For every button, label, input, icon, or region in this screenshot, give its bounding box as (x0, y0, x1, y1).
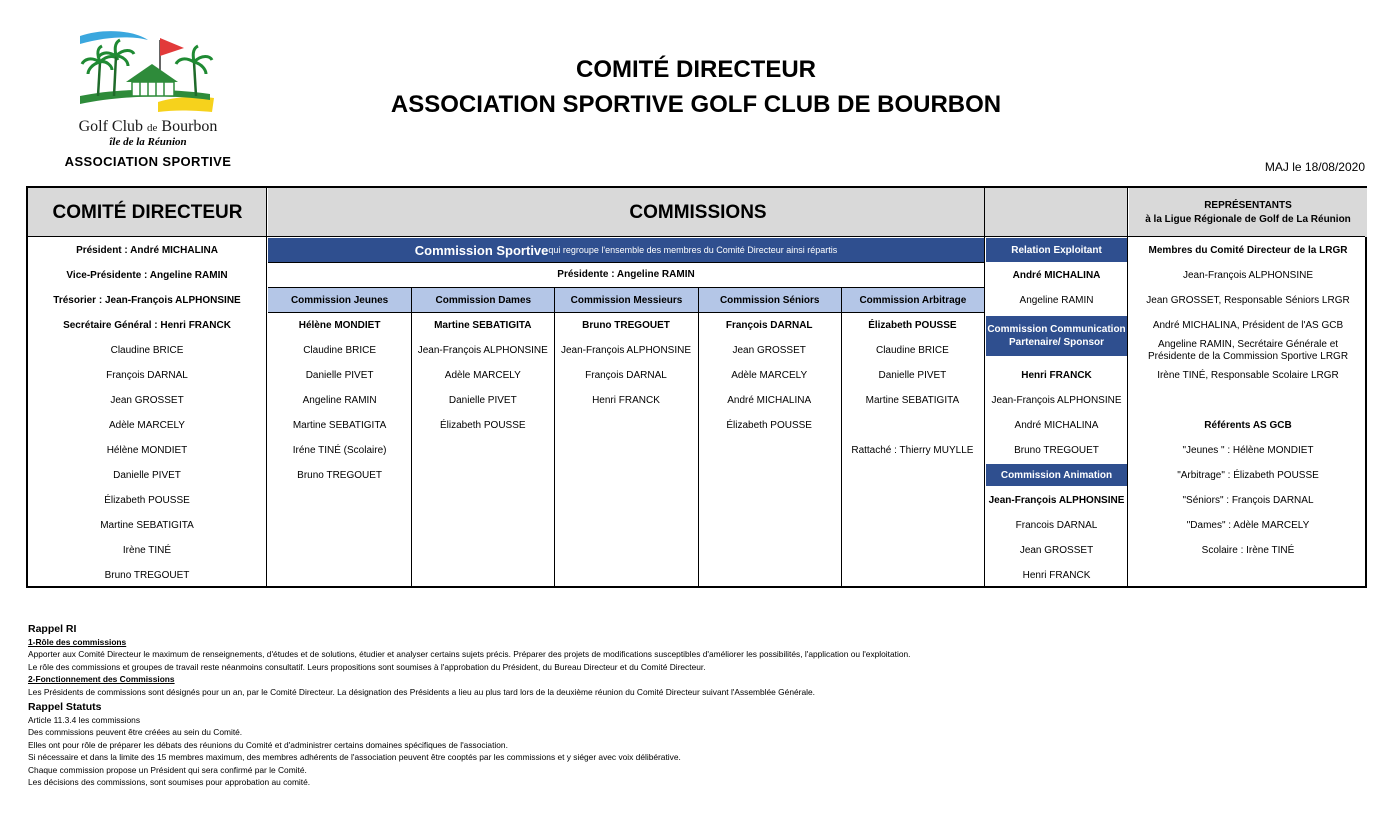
sub-commission-header: Commission Arbitrage (841, 288, 984, 312)
sportive-title: Commission Sportive (414, 242, 549, 258)
page-title (346, 52, 1046, 122)
sub-commission-member: Élizabeth POUSSE (726, 419, 812, 431)
comite-member: Hélène MONDIET (106, 444, 188, 456)
statuts-text-2: Elles ont pour rôle de préparer les débats des réunions du Comité et d'administrer certains domaines spécifiques de l'association. (28, 739, 508, 750)
comite-member: Jean GROSSET (110, 394, 184, 406)
role-heading: 1-Rôle des commissions (28, 637, 127, 647)
referent-item: "Arbitrage" : Élizabeth POUSSE (1177, 469, 1319, 481)
lrgr-member: Irène TINÉ, Responsable Scolaire LRGR (1157, 369, 1339, 381)
sub-commission-member: Bruno TREGOUET (582, 319, 670, 331)
palm-clubhouse-icon (78, 26, 218, 118)
lrgr-member: Jean GROSSET, Responsable Séniors LRGR (1146, 294, 1350, 306)
sub-commission-member: Claudine BRICE (875, 344, 949, 356)
referent-item: "Dames" : Adèle MARCELY (1186, 519, 1310, 531)
sub-commission-member: Angeline RAMIN (302, 394, 377, 406)
sub-commission-header: Commission Messieurs (554, 288, 697, 312)
referent-item: "Séniors" : François DARNAL (1182, 494, 1314, 506)
sub-commission-member: Hélène MONDIET (298, 319, 381, 331)
header-representants (1129, 188, 1367, 237)
sub-commission-member: Jean GROSSET (732, 344, 806, 356)
role-text-1: Apporter aux Comité Directeur le maximum de renseignements, d'études et de solutions, étudier et analyser certains sujets précis. Préparer des projets de modifications susceptibles d'améliorer les possibilités, l'application ou l'exploitation. (28, 649, 911, 660)
sub-commission-member: François DARNAL (725, 319, 813, 331)
rappel-ri-heading: Rappel RI (28, 623, 77, 635)
referent-item: "Jeunes " : Hélène MONDIET (1182, 444, 1314, 456)
communication-title-2: Partenaire/ Sponsor (1008, 337, 1105, 348)
statuts-text-5: Les décisions des commissions, sont soumises pour approbation au comité. (28, 777, 311, 788)
communication-header (986, 316, 1127, 356)
sub-commission-header: Commission Dames (411, 288, 554, 312)
role-text-2: Le rôle des commissions et groupes de travail reste néanmoins consultatif. Leurs propositions sont soumises à l'approbation du Président, du Bureau Directeur et du Comité Directeur. (28, 661, 706, 672)
sub-commission-member: Iréne TINÉ (Scolaire) (292, 444, 387, 456)
comite-member: Trésorier : Jean-François ALPHONSINE (53, 294, 241, 306)
relation-member: Angeline RAMIN (1019, 294, 1094, 306)
sub-commission-member: Danielle PIVET (305, 369, 374, 381)
representants-title: REPRÉSENTANTS (1204, 199, 1292, 211)
comite-member: Vice-Présidente : Angeline RAMIN (66, 269, 228, 281)
club-location: île de la Réunion (109, 136, 187, 148)
article-heading: Article 11.3.4 les commissions (28, 715, 141, 726)
animation-member: Jean-François ALPHONSINE (988, 494, 1125, 506)
update-date: MAJ le 18/08/2020 (1264, 160, 1365, 174)
comite-member: Claudine BRICE (110, 344, 184, 356)
comite-member: Secrétaire Général : Henri FRANCK (63, 319, 231, 331)
animation-header: Commission Animation (986, 464, 1127, 486)
communication-title-1: Commission Communication (987, 324, 1126, 335)
club-association: ASSOCIATION SPORTIVE (64, 154, 232, 169)
sub-commission-member: André MICHALINA (727, 394, 812, 406)
sub-commission-member: Adèle MARCELY (444, 369, 521, 381)
lrgr-member: Angeline RAMIN, Secrétaire Générale et Présidente de la Commission Sportive LRGR (1147, 338, 1349, 362)
fonctionnement-text: Les Présidents de commissions sont désignés pour un an, par le Comité Directeur. La désignation des Présidents a lieu au plus tard lors de la deuxième réunion du Comité Directeur suivant l'Assemblée Générale. (28, 686, 815, 697)
communication-member: Bruno TREGOUET (1014, 444, 1099, 456)
communication-member: Henri FRANCK (1021, 369, 1092, 381)
sub-commission-member: Henri FRANCK (592, 394, 660, 406)
sportive-band (268, 238, 984, 262)
club-name: Golf Club de Bourbon (78, 118, 218, 135)
title-line-1: COMITÉ DIRECTEUR (576, 56, 816, 83)
comite-member: Danielle PIVET (113, 469, 181, 481)
sub-commission-member: Martine SEBATIGITA (292, 419, 387, 431)
header-comite: COMITÉ DIRECTEUR (28, 188, 267, 237)
sub-commission-member: Bruno TREGOUET (297, 469, 383, 481)
sportive-subtitle: qui regroupe l'ensemble des membres du Comité Directeur ainsi répartis (548, 244, 838, 255)
comite-member: Président : André MICHALINA (76, 244, 218, 256)
sub-commission-member: Danielle PIVET (448, 394, 517, 406)
relation-exploitant-header: Relation Exploitant (986, 238, 1127, 262)
lrgr-member: André MICHALINA, Président de l'AS GCB (1152, 319, 1344, 331)
club-logo (60, 26, 236, 172)
sportive-president: Présidente : Angeline RAMIN (557, 269, 695, 280)
comite-member: François DARNAL (106, 369, 188, 381)
sub-commission-header: Commission Séniors (698, 288, 841, 312)
lrgr-members-title: Membres du Comité Directeur de la LRGR (1148, 244, 1348, 256)
rappel-statuts-heading: Rappel Statuts (28, 701, 102, 714)
communication-member: André MICHALINA (1014, 419, 1099, 431)
sub-commission-member: Danielle PIVET (878, 369, 947, 381)
title-line-2: ASSOCIATION SPORTIVE GOLF CLUB DE BOURBON (390, 91, 1002, 118)
notes-section (28, 622, 1368, 788)
sub-commission-member: Jean-François ALPHONSINE (560, 344, 692, 356)
statuts-text-4: Chaque commission propose un Président qui sera confirmé par le Comité. (28, 764, 307, 775)
communication-member: Jean-François ALPHONSINE (991, 394, 1122, 406)
sub-commission-member: François DARNAL (585, 369, 667, 381)
relation-member: André MICHALINA (1012, 269, 1101, 281)
sub-commission-member: Adèle MARCELY (731, 369, 808, 381)
row-divider (268, 312, 984, 313)
sub-commission-member: Jean-François ALPHONSINE (417, 344, 548, 356)
organisation-table (26, 186, 1367, 588)
statuts-text-3: Si nécessaire et dans la limite des 15 membres maximum, des membres adhérents de l'association peuvent être cooptés par les commissions et y siéger avec voix délibérative. (28, 752, 681, 763)
sub-commission-header: Commission Jeunes (268, 288, 411, 312)
header-commissions: COMMISSIONS (268, 188, 1128, 237)
animation-member: Jean GROSSET (1019, 544, 1094, 556)
lrgr-member: Jean-François ALPHONSINE (1182, 269, 1314, 281)
referent-item: Scolaire : Irène TINÉ (1201, 544, 1295, 556)
representants-subtitle: à la Ligue Régionale de Golf de La Réunion (1145, 213, 1351, 225)
sub-commission-member: Rattaché : Thierry MUYLLE (851, 444, 974, 456)
sub-commission-member: Élizabeth POUSSE (868, 319, 957, 331)
animation-member: Henri FRANCK (1022, 569, 1091, 581)
fonctionnement-heading: 2-Fonctionnement des Commissions (28, 674, 175, 685)
comite-member: Martine SEBATIGITA (100, 519, 194, 531)
sub-commission-member: Élizabeth POUSSE (439, 419, 526, 431)
comite-member: Élizabeth POUSSE (104, 494, 190, 506)
sub-commission-member (841, 413, 984, 438)
comite-member: Adèle MARCELY (109, 419, 185, 431)
comite-member: Bruno TREGOUET (104, 569, 190, 581)
sub-commission-member: Martine SEBATIGITA (865, 394, 960, 406)
animation-member: Francois DARNAL (1015, 519, 1098, 531)
statuts-text-1: Des commissions peuvent être créées au sein du Comité. (28, 727, 243, 738)
comite-member: Irène TINÉ (122, 544, 172, 556)
referents-title: Référents AS GCB (1204, 419, 1292, 431)
sub-commission-member: Claudine BRICE (303, 344, 376, 356)
sub-commission-member: Martine SEBATIGITA (434, 319, 532, 331)
